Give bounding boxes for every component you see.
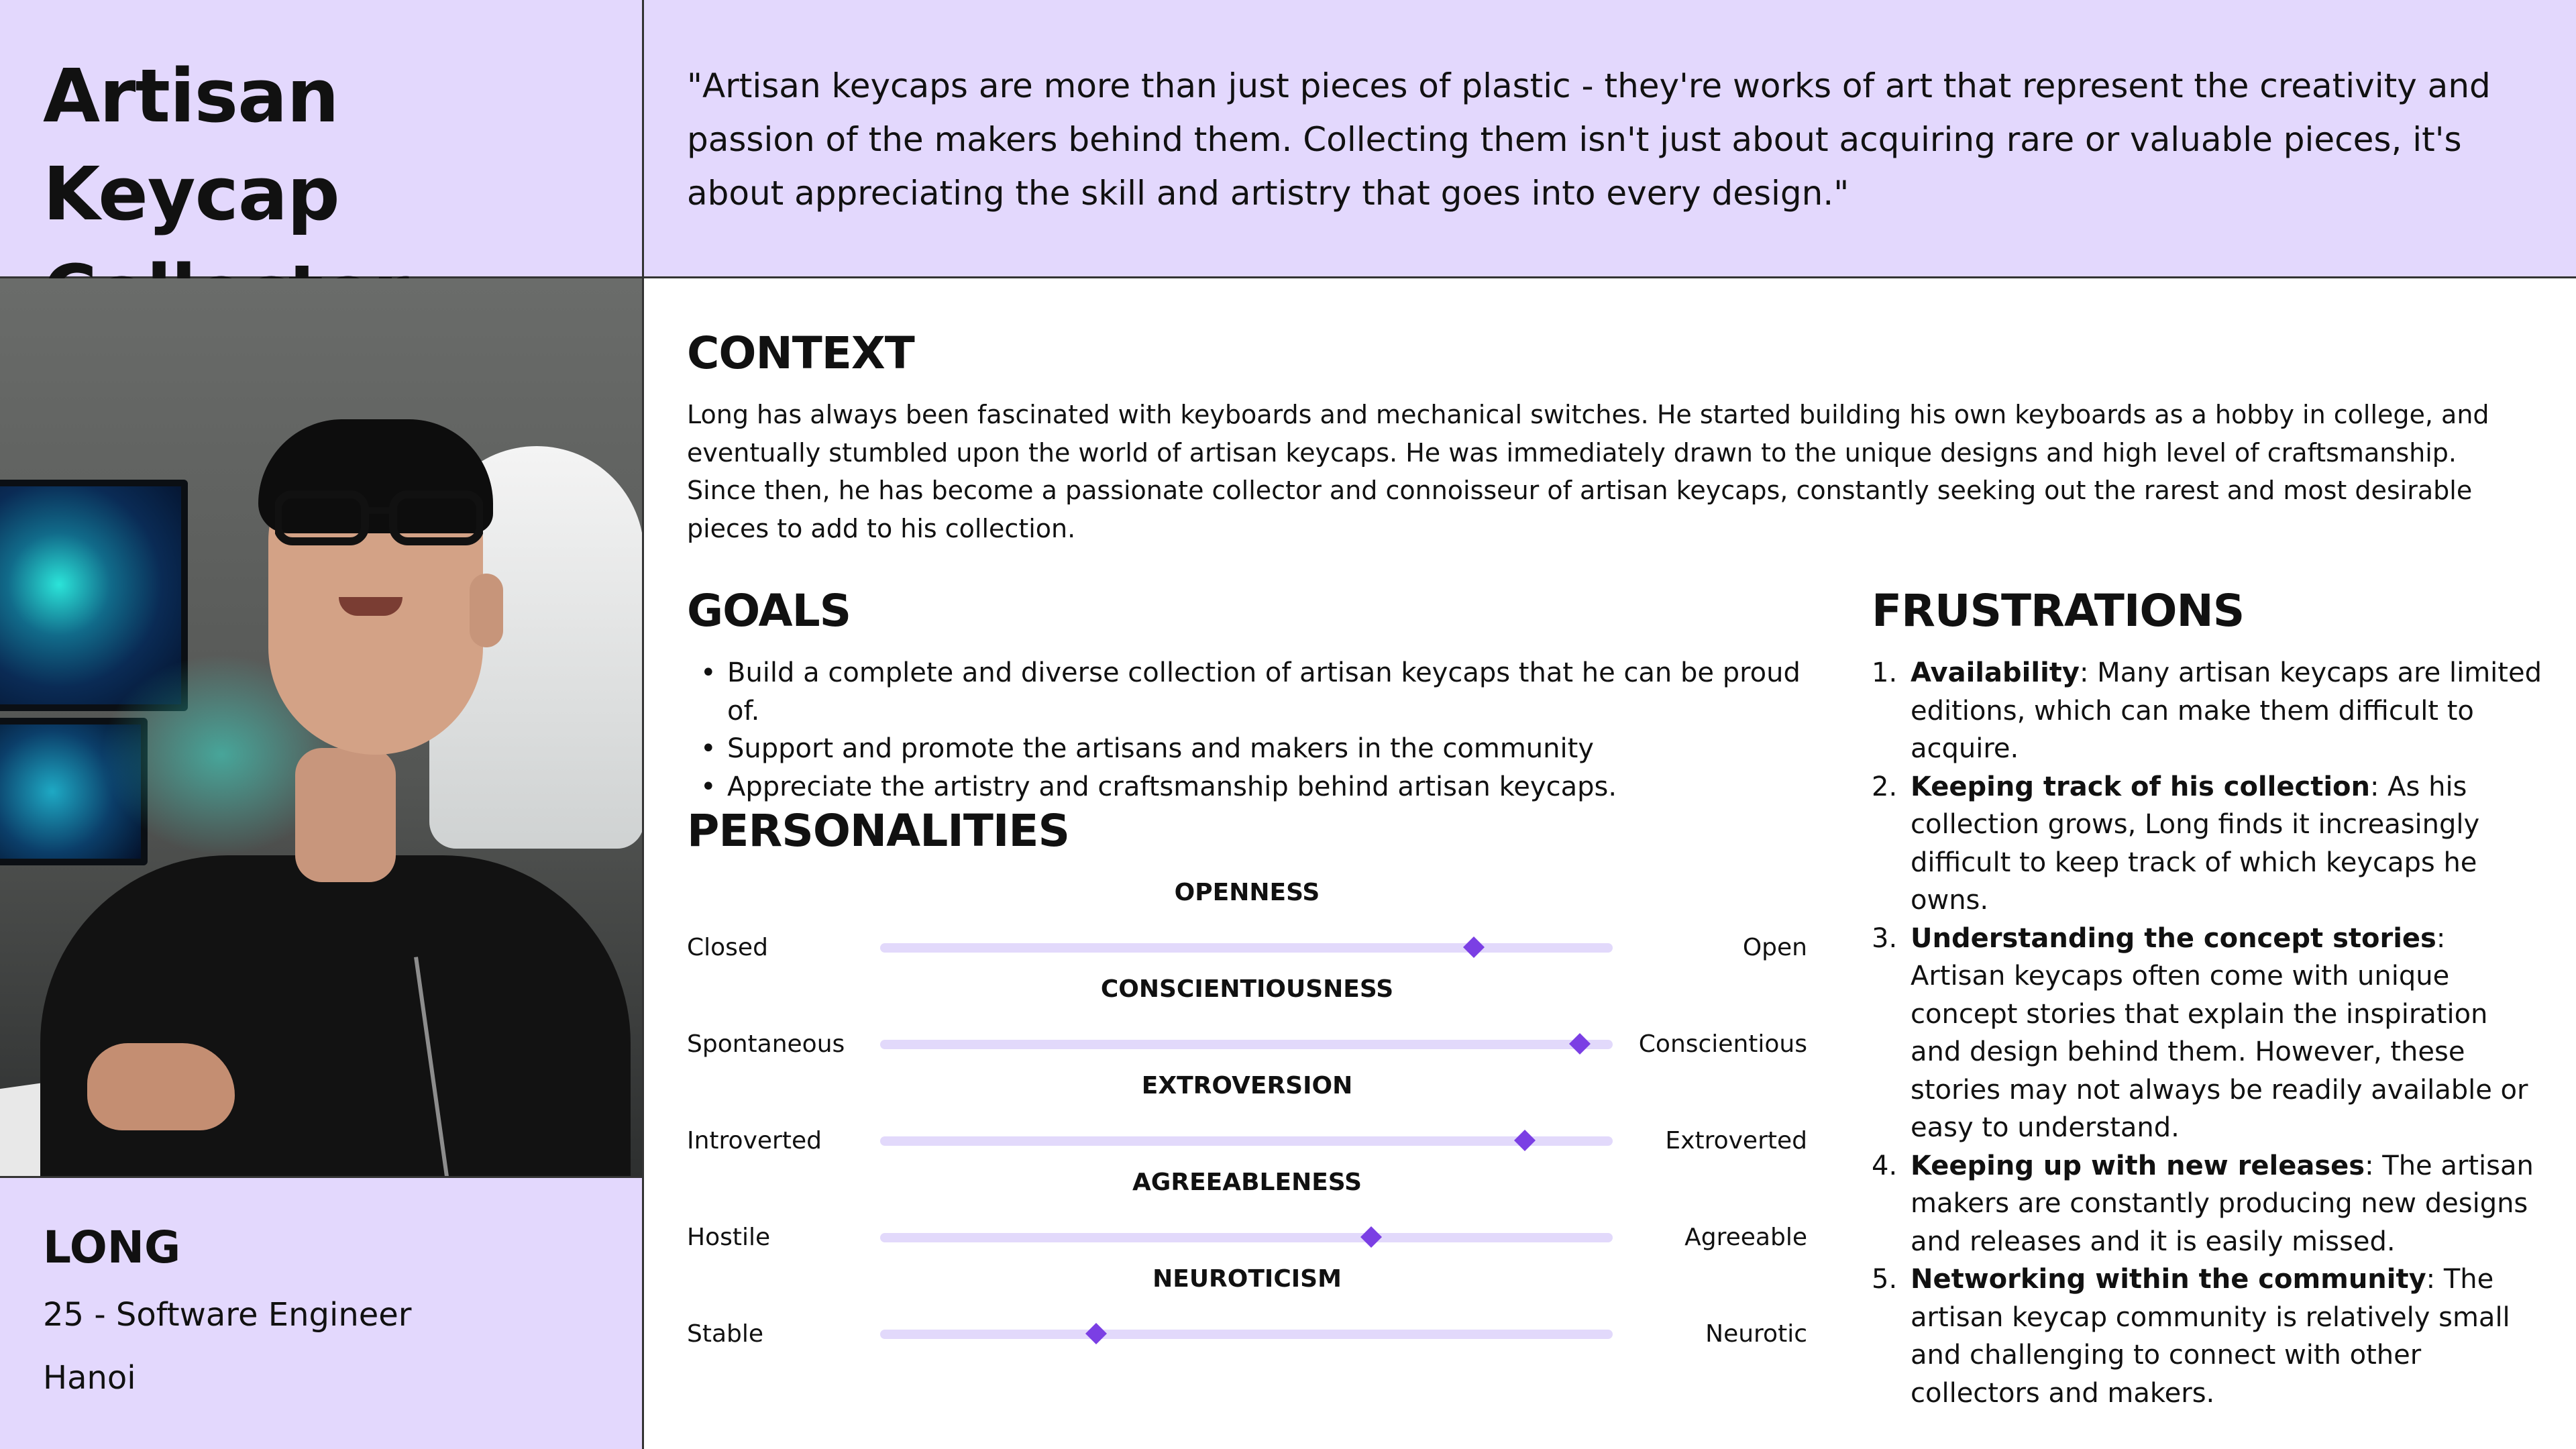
frustration-text: : As his collection grows, Long finds it increasingly difficult to keep track of which keycaps he owns. bbox=[1911, 771, 2480, 916]
frustration-text: : The artisan keycap community is relatively small and challenging to connect with other collectors and makers. bbox=[1911, 1264, 2510, 1409]
persona-title-panel bbox=[0, 0, 644, 278]
frustration-title: Keeping up with new releases bbox=[1911, 1150, 2365, 1181]
trait-slider-track bbox=[880, 1136, 1613, 1146]
trait-low-label: Closed bbox=[687, 934, 768, 961]
frustration-item bbox=[1872, 920, 2542, 1147]
frustration-number: 2. bbox=[1872, 771, 1898, 802]
frustration-title: Understanding the concept stories bbox=[1911, 922, 2436, 954]
goal-item: • Build a complete and diverse collection of artisan keycaps that he can be proud of. bbox=[687, 654, 1827, 730]
goal-item: • Support and promote the artisans and makers in the community bbox=[687, 730, 1827, 768]
trait-extroversion bbox=[687, 1072, 1807, 1159]
frustrations-heading: FRUSTRATIONS bbox=[1872, 585, 2245, 637]
trait-slider-marker bbox=[1359, 1225, 1383, 1249]
persona-location: Hanoi bbox=[43, 1359, 136, 1397]
glasses-icon bbox=[275, 486, 483, 547]
frustration-number: 4. bbox=[1872, 1150, 1898, 1181]
frustration-text: : The artisan makers are constantly producing new designs and releases and it is easily missed. bbox=[1911, 1150, 2534, 1257]
trait-conscientiousness bbox=[687, 975, 1807, 1063]
trait-low-label: Hostile bbox=[687, 1224, 771, 1251]
mouth-shape bbox=[339, 597, 402, 616]
trait-slider-track bbox=[880, 1330, 1613, 1339]
persona-name: LONG bbox=[43, 1222, 181, 1273]
neck-shape bbox=[295, 748, 396, 882]
trait-title: OPENNESS bbox=[1174, 879, 1320, 906]
trait-high-label: Agreeable bbox=[1684, 1224, 1807, 1251]
trait-slider-marker bbox=[1084, 1322, 1108, 1346]
trait-slider-track bbox=[880, 1233, 1613, 1242]
hand-shape bbox=[87, 1043, 235, 1130]
frustration-title: Keeping track of his collection bbox=[1911, 771, 2370, 802]
persona-title-line1: Artisan Keycap bbox=[43, 53, 339, 237]
frustration-number: 5. bbox=[1872, 1264, 1898, 1295]
trait-openness bbox=[687, 879, 1807, 966]
persona-identity-panel bbox=[0, 1176, 644, 1449]
context-heading: CONTEXT bbox=[687, 327, 914, 379]
ear-shape bbox=[470, 574, 503, 647]
trait-title: CONSCIENTIOUSNESS bbox=[1100, 975, 1394, 1003]
goals-list bbox=[687, 654, 1827, 806]
trait-high-label: Conscientious bbox=[1638, 1030, 1807, 1058]
context-text: Long has always been fascinated with keyboards and mechanical switches. He started building his own keyboards as a hobby in college, and eventually stumbled upon the world of artisan keycaps. He was immediately drawn to the unique designs and high level of craftsmanship. Since then, he has become a passionate collector and connoisseur of artisan keycaps, constantly seeking out the rarest and most desirable pieces to add to his collection. bbox=[687, 400, 2489, 543]
personalities-heading: PERSONALITIES bbox=[687, 805, 1070, 857]
trait-slider-marker bbox=[1462, 935, 1486, 959]
trait-title: NEUROTICISM bbox=[1152, 1265, 1342, 1293]
persona-quote: "Artisan keycaps are more than just pieces of plastic - they're works of art that represent the creativity and passion of the makers behind them. Collecting them isn't just about acquiring rare or valuable pieces, it's about appreciating the skill and artistry that goes into every design." bbox=[687, 66, 2491, 213]
frustration-number: 1. bbox=[1872, 657, 1898, 688]
trait-title: AGREEABLENESS bbox=[1132, 1169, 1362, 1196]
frustration-item bbox=[1872, 654, 2542, 768]
trait-low-label: Introverted bbox=[687, 1127, 822, 1155]
trait-slider-marker bbox=[1513, 1128, 1537, 1152]
frustration-item bbox=[1872, 1147, 2542, 1261]
trait-low-label: Spontaneous bbox=[687, 1030, 845, 1058]
frustration-text: : Many artisan keycaps are limited editions, which can make them difficult to acquire. bbox=[1911, 657, 2542, 764]
trait-high-label: Neurotic bbox=[1705, 1320, 1807, 1348]
quote-panel bbox=[644, 0, 2576, 278]
trait-neuroticism bbox=[687, 1265, 1807, 1352]
frustrations-list bbox=[1872, 654, 2542, 1412]
trait-agreeableness bbox=[687, 1169, 1807, 1256]
frustration-text: : Artisan keycaps often come with unique concept stories that explain the inspiration and design behind them. However, these stories may not always be readily available or easy to understand. bbox=[1911, 922, 2528, 1143]
trait-high-label: Open bbox=[1742, 934, 1807, 961]
frustration-title: Availability bbox=[1911, 657, 2080, 688]
trait-high-label: Extroverted bbox=[1665, 1127, 1807, 1155]
trait-slider-track bbox=[880, 1040, 1613, 1049]
goal-item: • Appreciate the artistry and craftsmanship behind artisan keycaps. bbox=[687, 768, 1827, 806]
frustration-title: Networking within the community bbox=[1911, 1264, 2426, 1295]
frustration-item bbox=[1872, 768, 2542, 920]
frustration-number: 3. bbox=[1872, 922, 1898, 954]
trait-slider-marker bbox=[1568, 1032, 1592, 1056]
trait-title: EXTROVERSION bbox=[1141, 1072, 1353, 1099]
persona-role: 25 - Software Engineer bbox=[43, 1296, 412, 1334]
persona-photo bbox=[0, 278, 644, 1176]
goals-heading: GOALS bbox=[687, 585, 851, 637]
frustration-item bbox=[1872, 1260, 2542, 1412]
trait-low-label: Stable bbox=[687, 1320, 764, 1348]
trait-slider-track bbox=[880, 943, 1613, 953]
